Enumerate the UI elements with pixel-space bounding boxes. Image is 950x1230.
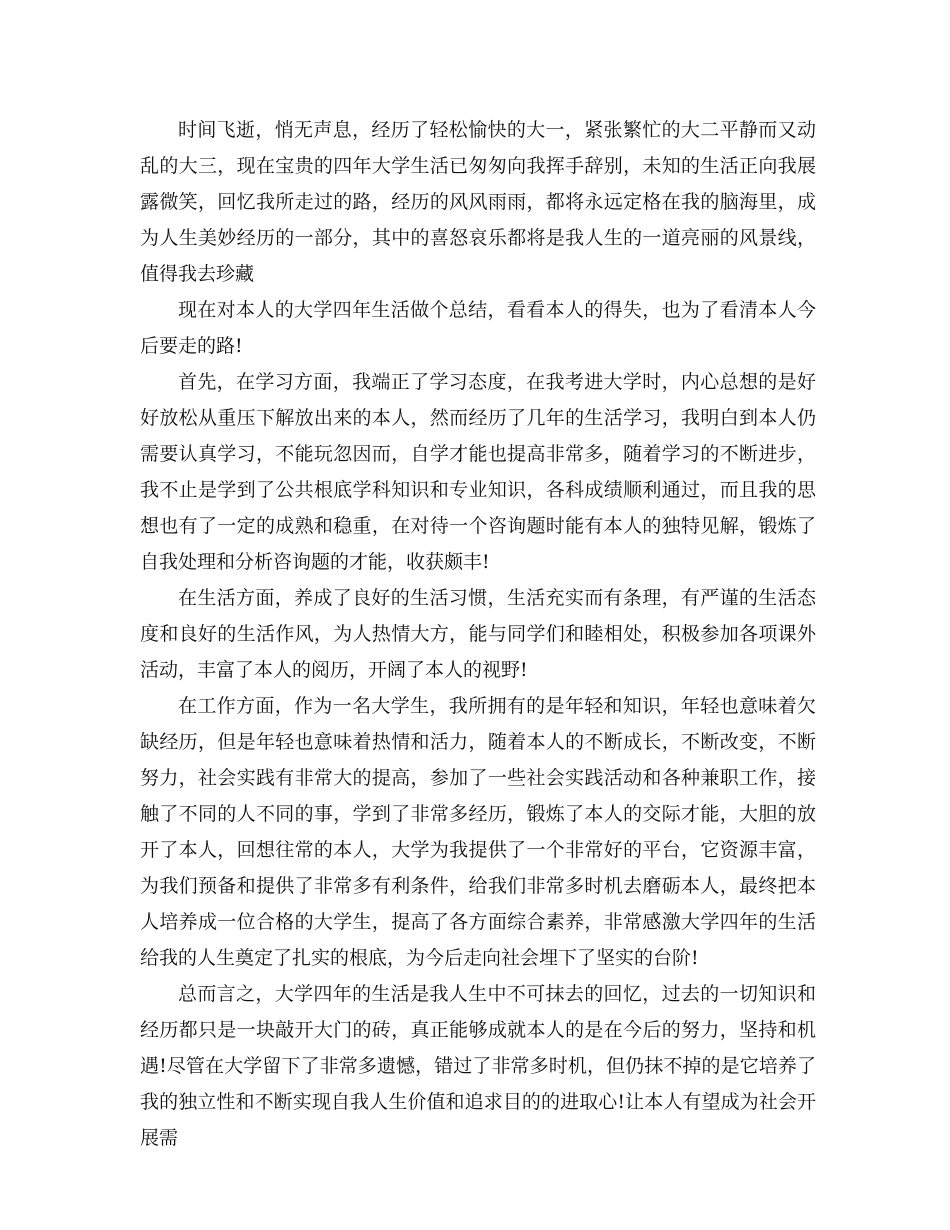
paragraph-conclusion: 总而言之，大学四年的生活是我人生中不可抹去的回忆，过去的一切知识和经历都只是一块敲开大门的砖，真正能够成就本人的是在今后的努力，坚持和机遇!尽管在大学留下了非常多遗憾，错过了非常多时机，但仍抹不掉的是它培养了我的独立性和不断实现自我人生价值和追求目的的进取心!让本人有望成为社会开展需 [140, 983, 816, 1149]
document-body [140, 112, 816, 1156]
paragraph-summary-purpose: 现在对本人的大学四年生活做个总结，看看本人的得失，也为了看清本人今后要走的路! [140, 299, 816, 357]
paragraph-work: 在工作方面，作为一名大学生，我所拥有的是年轻和知识，年轻也意味着欠缺经历，但是年轻也意味着热情和活力，随着本人的不断成长，不断改变，不断努力，社会实践有非常大的提高，参加了一些社会实践活动和各种兼职工作，接触了不同的人不同的事，学到了非常多经历，锻炼了本人的交际才能，大胆的放开了本人，回想往常的本人，大学为我提供了一个非常好的平台，它资源丰富，为我们预备和提供了非常多有利条件，给我们非常多时机去磨砺本人，最终把本人培养成一位合格的大学生，提高了各方面综合素养，非常感激大学四年的生活给我的人生奠定了扎实的根底，为今后走向社会埋下了坚实的台阶! [140, 695, 816, 969]
paragraph-study: 首先，在学习方面，我端正了学习态度，在我考进大学时，内心总想的是好好放松从重压下解放出来的本人，然而经历了几年的生活学习，我明白到本人仍需要认真学习，不能玩忽因而，自学才能也提高非常多，随着学习的不断进步，我不止是学到了公共根底学科知识和专业知识，各科成绩顺利通过，而且我的思想也有了一定的成熟和稳重，在对待一个咨询题时能有本人的独特见解，锻炼了自我处理和分析咨询题的才能，收获颇丰! [140, 371, 816, 573]
paragraph-life: 在生活方面，养成了良好的生活习惯，生活充实而有条理，有严谨的生活态度和良好的生活作风，为人热情大方，能与同学们和睦相处，积极参加各项课外活动，丰富了本人的阅历，开阔了本人的视野! [140, 587, 816, 681]
paragraph-intro: 时间飞逝，悄无声息，经历了轻松愉快的大一，紧张繁忙的大二平静而又动乱的大三，现在宝贵的四年大学生活已匆匆向我挥手辞别，未知的生活正向我展露微笑，回忆我所走过的路，经历的风风雨雨，都将永远定格在我的脑海里，成为人生美妙经历的一部分，其中的喜怒哀乐都将是我人生的一道亮丽的风景线，值得我去珍藏 [140, 119, 816, 285]
